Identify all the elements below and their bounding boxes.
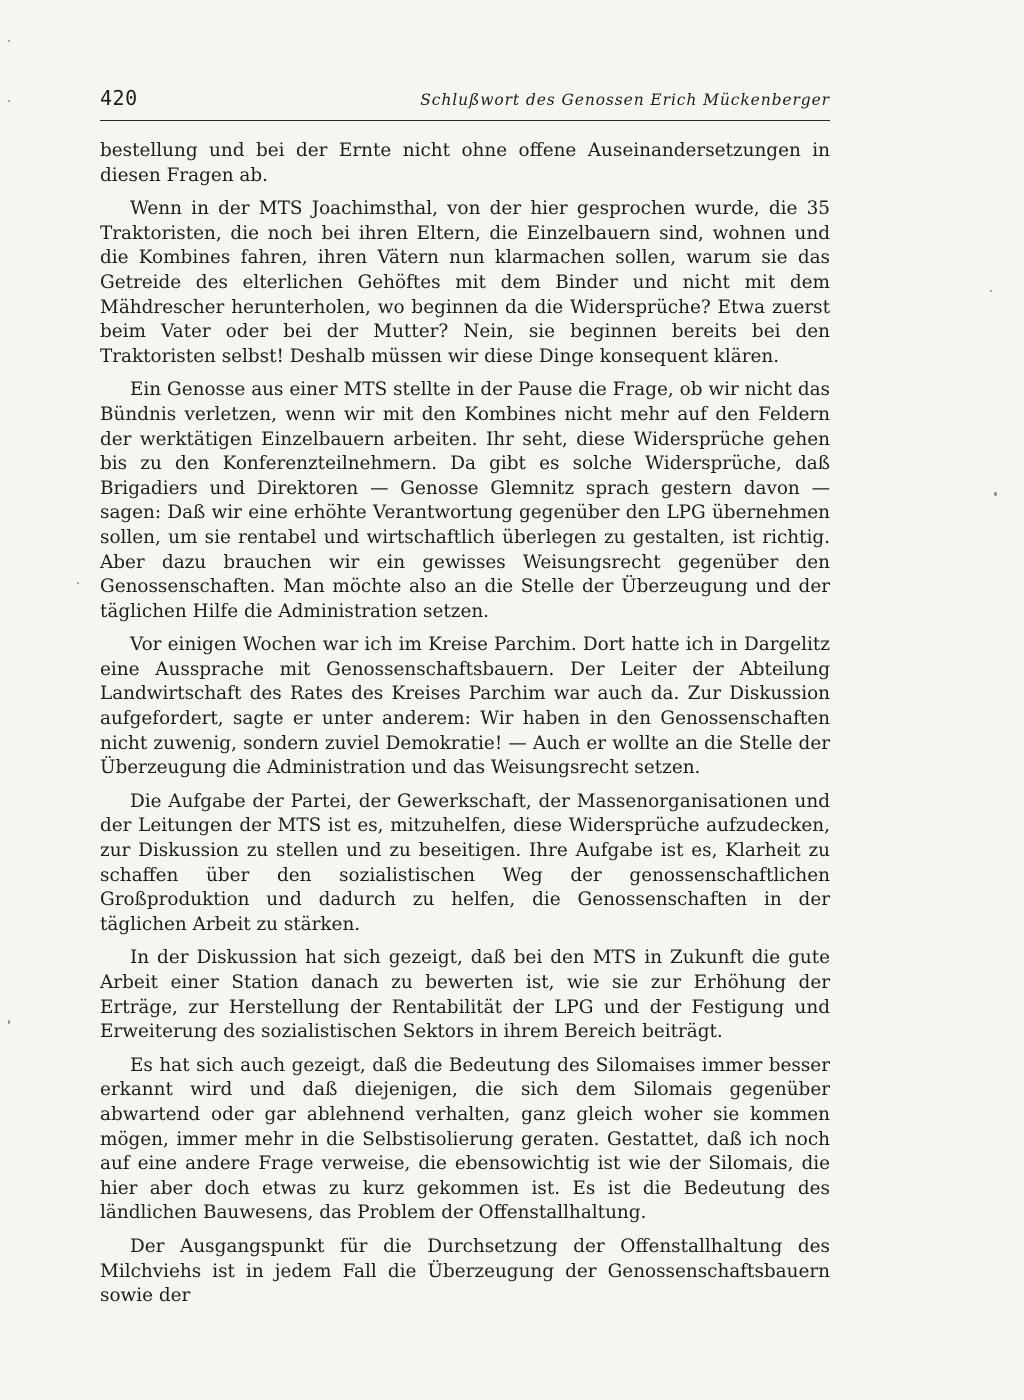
running-head	[100, 86, 830, 121]
paragraph-mts-joachimsthal: Wenn in der MTS Joachimsthal, von der hier gesprochen wurde, die 35 Traktoristen, die noch bei ihren Eltern, die Einzelbauern sind, wohnen und die Kombines fahren, ihren Vätern nun klarmachen sollen, warum sie das Getreide des elterlichen Gehöftes mit dem Binder und nicht mit dem Mähdrescher herunterholen, wo beginnen da die Widersprüche? Etwa zuerst beim Vater oder bei der Mutter? Nein, sie beginnen bereits bei den Traktoristen selbst! Deshalb müssen wir diese Dinge konsequent klären.	[100, 198, 830, 367]
scan-speck	[990, 290, 992, 292]
book-page	[100, 86, 830, 1318]
scan-speck	[8, 1020, 10, 1024]
scan-speck	[8, 40, 10, 42]
paragraph-continued: bestellung und bei der Ernte nicht ohne offene Auseinandersetzungen in diesen Fragen ab.	[100, 140, 830, 186]
paragraph-parchim: Vor einigen Wochen war ich im Kreise Parchim. Dort hatte ich in Dargelitz eine Aussprache mit Genossenschaftsbauern. Der Leiter der Abteilung Landwirtschaft des Rates des Kreises Parchim war auch da. Zur Diskussion aufgefordert, sagte er unter anderem: Wir haben in den Genossenschaften nicht zuwenig, sondern zuviel Demokratie! — Auch er wollte an die Stelle der Überzeugung die Administration und das Weisungsrecht setzen.	[100, 634, 830, 779]
paragraph-offenstallhaltung: Der Ausgangspunkt für die Durchsetzung der Offenstallhaltung des Milchviehs ist in jedem Fall die Überzeugung der Genossenschaftsbauern sowie der	[100, 1235, 830, 1307]
scan-speck	[8, 100, 10, 102]
paragraph-aufgabe-partei: Die Aufgabe der Partei, der Gewerkschaft, der Massenorganisationen und der Leitungen der MTS ist es, mitzuhelfen, diese Widersprüche aufzudecken, zur Diskussion zu stellen und zu beseitigen. Ihre Aufgabe ist es, Klarheit zu schaffen über den sozialistischen Weg der genossenschaftlichen Großproduktion und dadurch zu helfen, die Genossenschaften in der täglichen Arbeit zu stärken.	[100, 790, 830, 935]
page-number: 420	[100, 86, 138, 110]
running-title: Schlußwort des Genossen Erich Mückenberger	[420, 91, 830, 109]
paragraph-diskussion-mts: In der Diskussion hat sich gezeigt, daß bei den MTS in Zukunft die gute Arbeit einer Station danach zu bewerten ist, wie sie zur Erhöhung der Erträge, zur Herstellung der Rentabilität der LPG und der Festigung und Erweiterung des sozialistischen Sektors in ihrem Bereich beiträgt.	[100, 947, 830, 1043]
scan-speck	[77, 582, 79, 584]
body-text	[100, 139, 830, 1309]
paragraph-buendnis: Ein Genosse aus einer MTS stellte in der Pause die Frage, ob wir nicht das Bündnis verletzen, wenn wir mit den Kombines nicht mehr auf den Feldern der werktätigen Einzelbauern arbeiten. Ihr seht, diese Widersprüche gehen bis zu den Konferenzteilnehmern. Da gibt es solche Widersprüche, daß Brigadiers und Direktoren — Genosse Glemnitz sprach gestern davon — sagen: Daß wir eine erhöhte Verantwortung gegenüber den LPG übernehmen sollen, um sie rentabel und wirtschaftlich überlegen zu gestalten, ist richtig. Aber dazu brauchen wir ein gewisses Weisungsrecht gegenüber den Genossenschaften. Man möchte also an die Stelle der Überzeugung und der täglichen Hilfe die Administration setzen.	[100, 379, 830, 622]
paragraph-silomais: Es hat sich auch gezeigt, daß die Bedeutung des Silomaises immer besser erkannt wird und daß diejenigen, die sich dem Silomais gegenüber abwartend oder gar ablehnend verhalten, ganz gleich woher sie kommen mögen, immer mehr in die Selbstisolierung geraten. Gestattet, daß ich noch auf eine andere Frage verweise, die ebensowichtig ist wie der Silomais, die hier aber doch etwas zu kurz gekommen ist. Es ist die Bedeutung des ländlichen Bauwesens, das Problem der Offenstallhaltung.	[100, 1054, 830, 1224]
scan-speck	[994, 492, 997, 496]
